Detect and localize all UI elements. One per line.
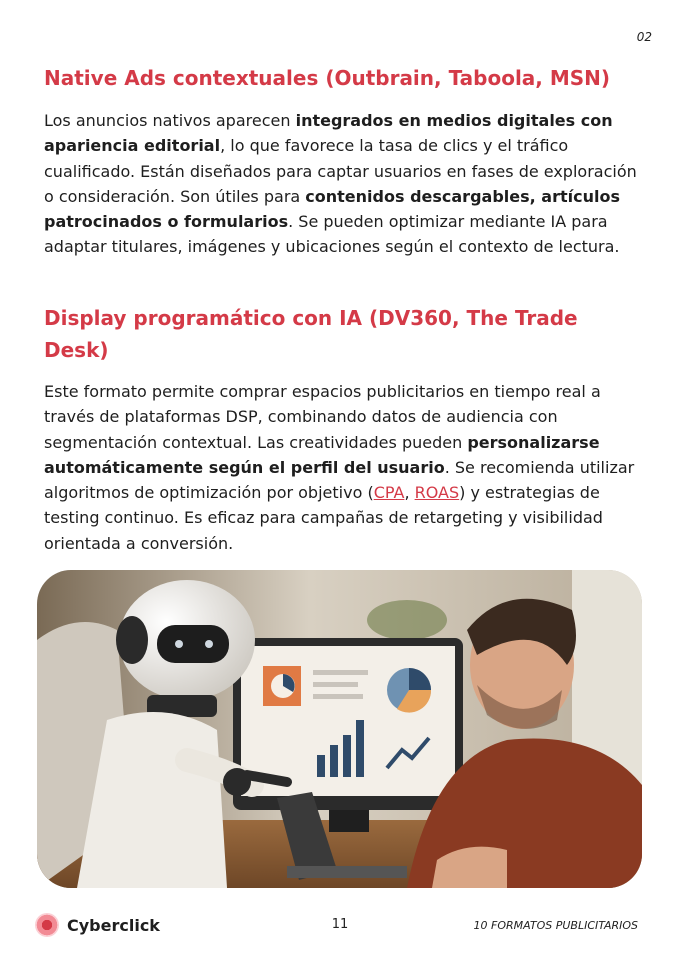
bold-text: contenidos descargables, artículos patrocinados o formularios xyxy=(44,186,620,232)
paragraph-native-ads xyxy=(44,108,644,260)
text-run: , lo que favorece la tasa de clics y el tráfico cualificado. Están diseñados para captar usuarios en fases de exploración o consideración. Son útiles para xyxy=(44,136,637,206)
robot-and-man-photo xyxy=(37,570,642,888)
roas-link[interactable]: ROAS xyxy=(414,483,460,503)
text-run: . Se pueden optimizar mediante IA para adaptar titulares, imágenes y ubicaciones según el contexto de lectura. xyxy=(44,212,620,257)
text-run: Este formato permite comprar espacios publicitarios en tiempo real a través de plataformas DSP, combinando datos de audiencia con segmentación contextual. Las creatividades pueden xyxy=(44,382,601,452)
text-run: Los anuncios nativos aparecen xyxy=(44,111,296,130)
chapter-number: 02 xyxy=(636,30,652,44)
section-heading-native-ads: Native Ads contextuales (Outbrain, Taboola, MSN) xyxy=(44,66,611,90)
cpa-link[interactable]: CPA xyxy=(373,483,405,503)
brand-name: Cyberclick xyxy=(67,915,160,935)
text-run: ) y estrategias de testing continuo. Es eficaz para campañas de retargeting y visibilidad orientada a conversión. xyxy=(44,483,603,553)
bold-text: personalizarse automáticamente según el perfil del usuario xyxy=(44,432,600,477)
page-number: 11 xyxy=(331,917,349,932)
bold-text: integrados en medios digitales con apariencia editorial xyxy=(44,111,613,156)
document-title: 10 FORMATOS PUBLICITARIOS xyxy=(473,919,638,932)
text-run: . Se recomienda utilizar algoritmos de optimización por objetivo ( xyxy=(44,457,635,503)
text-run: , xyxy=(404,483,415,503)
paragraph-display xyxy=(44,379,644,556)
section-heading-display: Display programático con IA (DV360, The Trade Desk) xyxy=(44,306,578,362)
